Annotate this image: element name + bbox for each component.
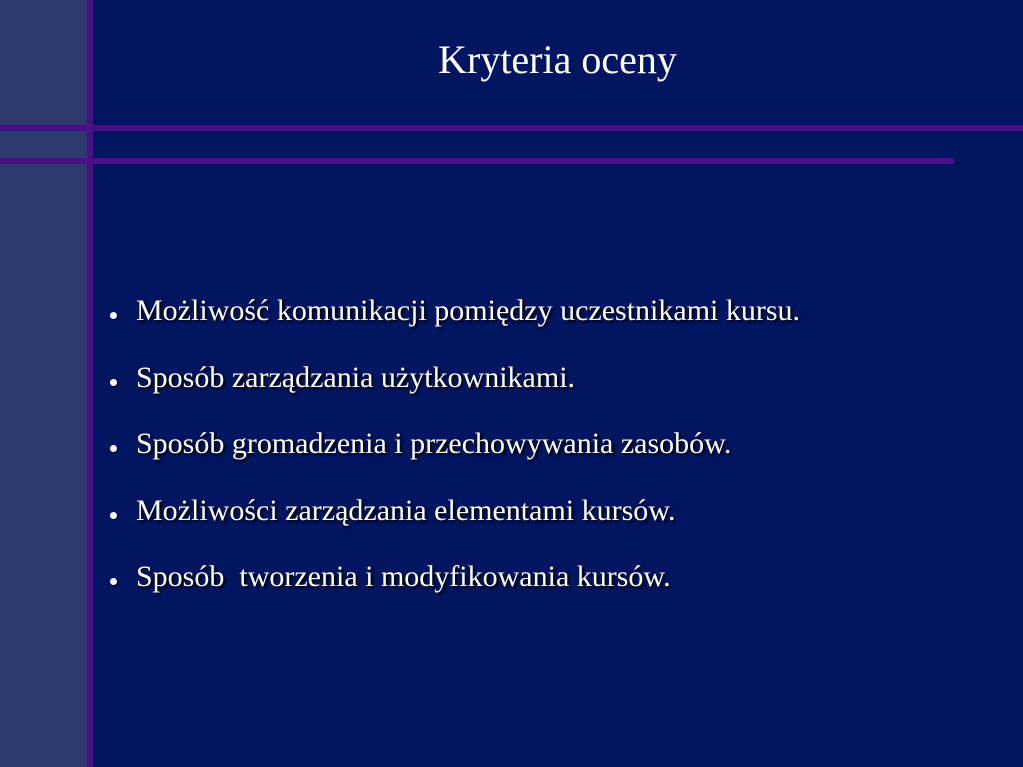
bullet-text: Sposób gromadzenia i przechowywania zasobów. [136,427,732,460]
bullet-item [110,553,800,620]
bullet-dot-icon [110,445,117,452]
horizontal-accent-line-bottom [0,158,955,164]
bullet-text: Możliwości zarządzania elementami kursów. [136,493,676,527]
bullet-item [110,354,800,421]
bullet-dot-icon [110,578,117,585]
vertical-accent-line [87,0,93,767]
slide-title: Kryteria oceny [438,37,677,82]
bullet-dot-icon [110,379,117,386]
bullet-dot-icon [110,312,117,319]
bullet-text: Sposób tworzenia i modyfikowania kursów. [136,560,671,593]
bullet-dot-icon [110,512,117,519]
bullet-item [110,287,800,354]
horizontal-accent-line-top [0,125,1023,131]
bullet-text: Sposób zarządzania użytkownikami. [136,360,576,394]
bullet-list [110,287,800,620]
bullet-item [110,487,800,554]
bullet-item [110,420,800,487]
left-decorative-panel [0,0,87,767]
bullet-text: Możliwość komunikacji pomiędzy uczestnikami kursu. [136,294,801,327]
